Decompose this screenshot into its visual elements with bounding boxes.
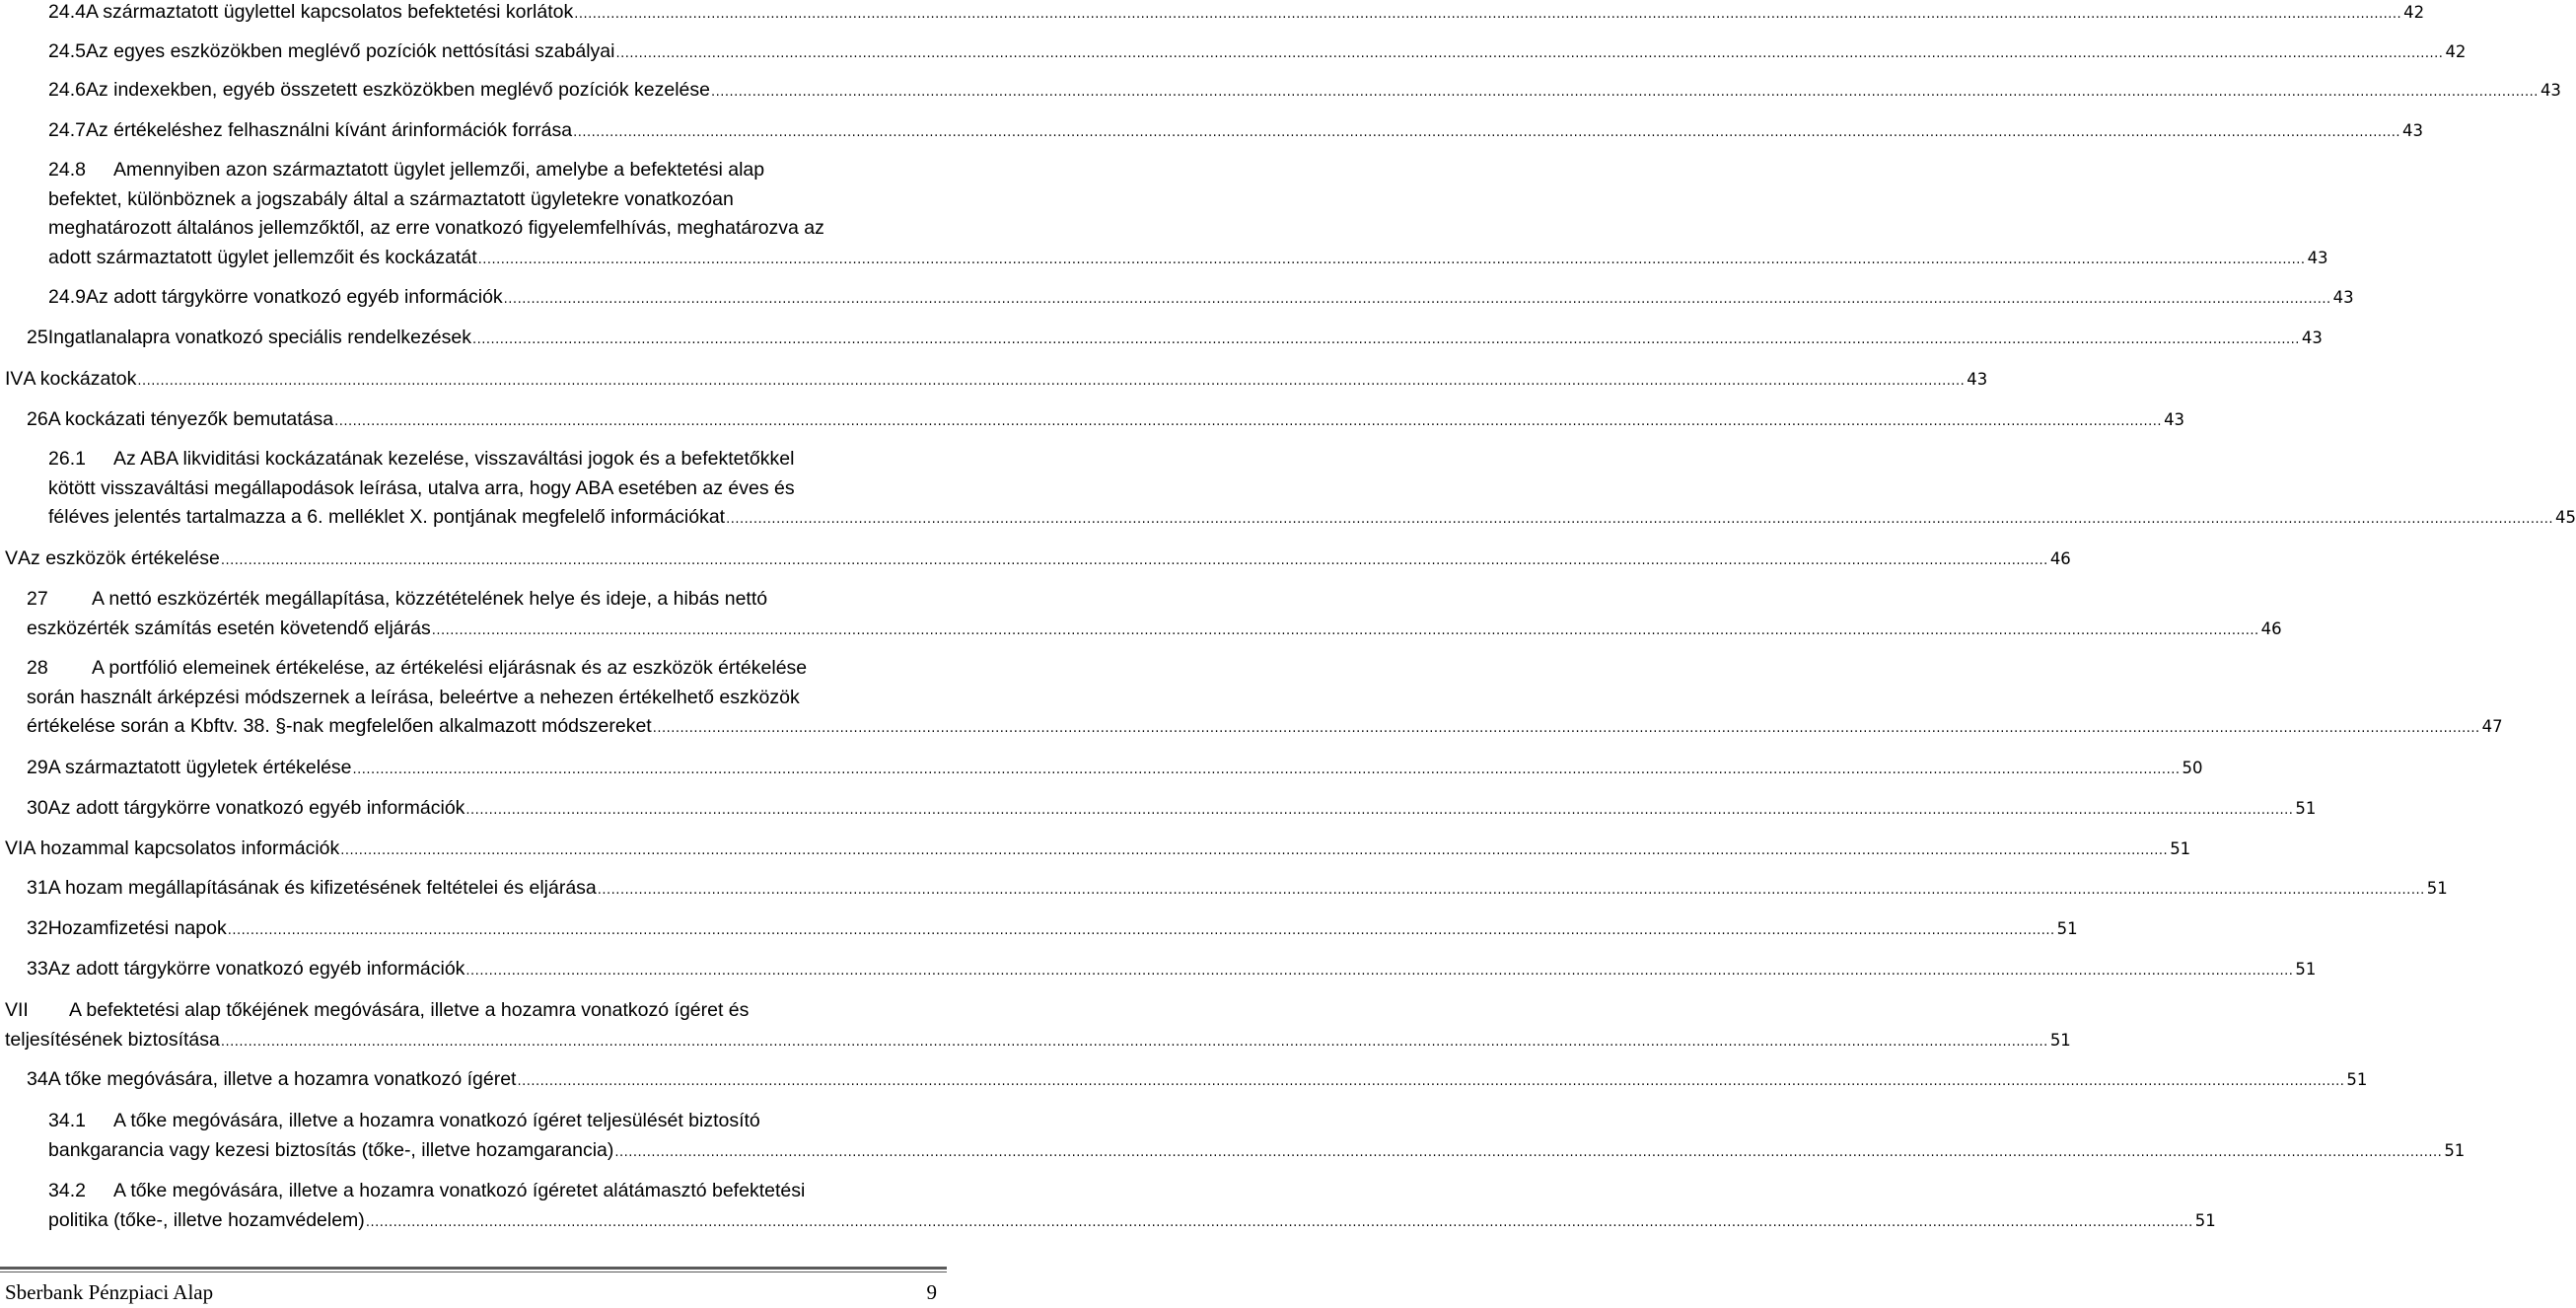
toc-entry[interactable]	[48, 156, 2328, 274]
toc-entry-page-number: 43	[1967, 370, 1988, 389]
toc-entry[interactable]	[27, 874, 2448, 906]
toc-entry-title: A befektetési alap tőkéjének megóvására, illetve a hozamra vonatkozó ígéret és	[69, 999, 750, 1021]
toc-entry-title: Az adott tárgykörre vonatkozó egyéb információk	[47, 958, 465, 980]
toc-entry-number: 24.5	[48, 40, 86, 62]
dot-leader: ................................................................................................................................................................................................................................................................................................................................................................................................................	[503, 292, 2331, 307]
toc-entry[interactable]	[5, 365, 1988, 397]
toc-entry-title: Hozamfizetési napok	[47, 917, 227, 939]
toc-entry-number: V	[5, 547, 19, 569]
toc-entry-title: A tőke megóvására, illetve a hozamra vonatkozó ígéretet alátámasztó befektetési	[113, 1180, 806, 1201]
dot-leader: ................................................................................................................................................................................................................................................................................................................................................................................................................	[597, 883, 2425, 898]
toc-entry-number: 24.6	[48, 79, 86, 101]
toc-entry-number: 24.9	[48, 286, 86, 308]
dot-leader: ................................................................................................................................................................................................................................................................................................................................................................................................................	[615, 46, 2444, 61]
dot-leader: ................................................................................................................................................................................................................................................................................................................................................................................................................	[227, 923, 2055, 938]
toc-entry-title: Az eszközök értékelése	[18, 547, 220, 569]
toc-entry-title: A nettó eszközérték megállapítása, közzétételének helye és ideje, a hibás nettó	[92, 588, 768, 610]
toc-entry-page-number: 51	[2049, 1030, 2071, 1050]
toc-entry[interactable]	[5, 835, 2191, 866]
toc-entry[interactable]	[48, 283, 2354, 315]
toc-entry-title: Az indexekben, egyéb összetett eszközökben meglévő pozíciók kezelése	[85, 79, 710, 101]
toc-entry[interactable]	[27, 1065, 2368, 1097]
dot-leader: ................................................................................................................................................................................................................................................................................................................................................................................................................	[220, 553, 2048, 568]
toc-entry-number: 26	[27, 408, 48, 430]
toc-entry-title: A kockázatok	[23, 368, 137, 390]
toc-entry-number: VI	[5, 837, 24, 859]
toc-entry-title: Az adott tárgykörre vonatkozó egyéb információk	[85, 286, 503, 308]
toc-entry-number: 27	[27, 588, 48, 610]
toc-entry-page-number: 51	[2170, 839, 2191, 858]
toc-entry-page-number: 43	[2301, 328, 2323, 347]
toc-entry-page-number: 43	[2402, 121, 2424, 140]
toc-entry-number: 34.1	[48, 1110, 86, 1131]
dot-leader: ................................................................................................................................................................................................................................................................................................................................................................................................................	[431, 622, 2259, 638]
toc-entry-title: Az ABA likviditási kockázatának kezelése, visszaváltási jogok és a befektetőkkel	[113, 448, 795, 470]
toc-entry-page-number: 46	[2049, 549, 2071, 568]
toc-entry[interactable]	[48, 37, 2467, 69]
toc-entry-number: IV	[5, 368, 24, 390]
toc-entry-title: teljesítésének biztosítása	[5, 1028, 220, 1051]
toc-entry-page-number: 51	[2295, 960, 2317, 979]
toc-entry[interactable]	[27, 794, 2317, 826]
toc-entry[interactable]	[5, 545, 2071, 576]
dot-leader: ................................................................................................................................................................................................................................................................................................................................................................................................................	[137, 374, 1966, 389]
toc-entry-title: A portfólió elemeinek értékelése, az értékelési eljárásnak és az eszközök értékelése	[92, 657, 808, 679]
toc-entry-page-number: 45	[2555, 508, 2576, 527]
toc-entry-title: Az értékeléshez felhasználni kívánt árinformációk forrása	[85, 119, 573, 141]
toc-entry-page-number: 51	[2426, 879, 2448, 898]
toc-entry-page-number: 43	[2332, 288, 2354, 307]
toc-entry-page-number: 51	[2444, 1140, 2466, 1160]
dot-leader: ................................................................................................................................................................................................................................................................................................................................................................................................................	[334, 414, 2163, 429]
footer-document-title: Sberbank Pénzpiaci Alap	[5, 1280, 214, 1304]
toc-entry[interactable]	[48, 445, 2576, 535]
dot-leader: ................................................................................................................................................................................................................................................................................................................................................................................................................	[477, 252, 2306, 267]
toc-entry[interactable]	[48, 76, 2561, 108]
toc-entry-title-line: kötött visszaváltási megállapodások leírása, utalva arra, hogy ABA esetében az éves és	[48, 476, 795, 499]
toc-entry-number: 24.4	[48, 1, 86, 23]
toc-entry-number: 24.7	[48, 119, 86, 141]
toc-entry-title: Ingatlanalapra vonatkozó speciális rendelkezések	[47, 327, 471, 348]
dot-leader: ................................................................................................................................................................................................................................................................................................................................................................................................................	[574, 7, 2402, 22]
toc-entry[interactable]	[48, 116, 2424, 148]
toc-entry-page-number: 51	[2056, 919, 2078, 938]
toc-entry-number: 34	[27, 1068, 48, 1090]
dot-leader: ................................................................................................................................................................................................................................................................................................................................................................................................................	[711, 85, 2539, 100]
footer-rule	[0, 1267, 947, 1270]
dot-leader: ................................................................................................................................................................................................................................................................................................................................................................................................................	[726, 512, 2554, 527]
dot-leader: ................................................................................................................................................................................................................................................................................................................................................................................................................	[471, 332, 2300, 347]
toc-entry-number: 29	[27, 757, 48, 778]
toc-entry-title-line: befektet, különböznek a jogszabály által a származtatott ügyletekre vonatkozóan	[48, 187, 734, 210]
toc-entry-number: 31	[27, 877, 48, 899]
toc-entry[interactable]	[48, 1177, 2216, 1237]
toc-entry[interactable]	[27, 324, 2323, 355]
toc-entry-number: VII	[5, 999, 29, 1021]
dot-leader: ................................................................................................................................................................................................................................................................................................................................................................................................................	[652, 721, 2480, 736]
toc-entry-page-number: 43	[2164, 410, 2185, 429]
toc-entry-page-number: 51	[2346, 1070, 2368, 1089]
dot-leader: ................................................................................................................................................................................................................................................................................................................................................................................................................	[573, 125, 2401, 140]
dot-leader: ................................................................................................................................................................................................................................................................................................................................................................................................................	[220, 1034, 2048, 1050]
toc-entry-title: Az adott tárgykörre vonatkozó egyéb információk	[47, 797, 465, 819]
toc-entry-title: A hozammal kapcsolatos információk	[23, 837, 340, 859]
toc-entry-number: 28	[27, 657, 48, 679]
toc-entry-page-number: 51	[2295, 799, 2317, 818]
toc-entry-title: féléves jelentés tartalmazza a 6. melléklet X. pontjának megfelelő információkat	[48, 506, 726, 528]
dot-leader: ................................................................................................................................................................................................................................................................................................................................................................................................................	[614, 1144, 2443, 1160]
toc-entry-title: eszközérték számítás esetén követendő eljárás	[27, 617, 431, 639]
toc-entry-number: 33	[27, 958, 48, 980]
toc-entry-title-line: meghatározott általános jellemzőktől, az erre vonatkozó figyelemfelhívás, meghatározva az	[48, 217, 824, 239]
toc-entry-title: bankgarancia vagy kezesi biztosítás (tőke-, illetve hozamgarancia)	[48, 1138, 614, 1161]
toc-entry[interactable]	[27, 754, 2203, 785]
dot-leader: ................................................................................................................................................................................................................................................................................................................................................................................................................	[465, 964, 2294, 979]
toc-entry-page-number: 46	[2260, 618, 2282, 638]
toc-entry-number: 32	[27, 917, 48, 939]
toc-entry-title: A származtatott ügyletek értékelése	[47, 757, 352, 778]
toc-entry-number: 24.8	[48, 159, 86, 181]
dot-leader: ................................................................................................................................................................................................................................................................................................................................................................................................................	[465, 803, 2294, 818]
toc-entry-number: 34.2	[48, 1180, 86, 1201]
toc-entry-title: adott származtatott ügylet jellemzőit és kockázatát	[48, 246, 477, 268]
toc-entry-title-line: során használt árképzési módszernek a leírása, beleértve a nehezen értékelhető eszközök	[27, 686, 800, 708]
dot-leader: ................................................................................................................................................................................................................................................................................................................................................................................................................	[517, 1074, 2345, 1089]
toc-entry[interactable]	[27, 654, 2503, 744]
toc-entry-title: politika (tőke-, illetve hozamvédelem)	[48, 1208, 365, 1231]
toc-entry-page-number: 51	[2194, 1210, 2216, 1230]
toc-entry-page-number: 50	[2182, 759, 2203, 777]
toc-entry-title: A hozam megállapításának és kifizetésének feltételei és eljárása	[47, 877, 597, 899]
toc-entry-title: A kockázati tényezők bemutatása	[47, 408, 334, 430]
toc-entry-number: 30	[27, 797, 48, 819]
toc-entry[interactable]	[27, 955, 2317, 986]
toc-entry-title: Amennyiben azon származtatott ügylet jellemzői, amelybe a befektetési alap	[113, 159, 765, 181]
toc-entry-title: A tőke megóvására, illetve a hozamra vonatkozó ígéret	[47, 1068, 517, 1090]
toc-entry-page-number: 47	[2481, 717, 2503, 736]
dot-leader: ................................................................................................................................................................................................................................................................................................................................................................................................................	[352, 763, 2181, 777]
toc-entry-page-number: 43	[2540, 81, 2561, 100]
toc-entry[interactable]	[48, 1107, 2466, 1167]
toc-entry[interactable]	[27, 914, 2078, 946]
toc-entry[interactable]	[48, 0, 2425, 30]
page-footer	[5, 1280, 937, 1305]
toc-entry-title: értékelése során a Kbftv. 38. §-nak megfelelően alkalmazott módszereket	[27, 715, 652, 737]
toc-entry[interactable]	[5, 996, 2071, 1056]
dot-leader: ................................................................................................................................................................................................................................................................................................................................................................................................................	[340, 843, 2169, 858]
toc-entry-title: A tőke megóvására, illetve a hozamra vonatkozó ígéret teljesülését biztosító	[113, 1110, 760, 1131]
footer-page-number: 9	[926, 1280, 937, 1304]
dot-leader: ................................................................................................................................................................................................................................................................................................................................................................................................................	[365, 1214, 2193, 1230]
toc-entry-page-number: 43	[2307, 248, 2328, 267]
toc-entry-title: A származtatott ügylettel kapcsolatos befektetési korlátok	[85, 1, 574, 23]
toc-entry-title: Az egyes eszközökben meglévő pozíciók nettósítási szabályai	[85, 40, 615, 62]
toc-entry-page-number: 42	[2445, 42, 2467, 61]
toc-entry-page-number: 42	[2403, 3, 2425, 22]
toc-entry-number: 25	[27, 327, 48, 348]
toc-entry[interactable]	[27, 405, 2185, 437]
toc-entry-number: 26.1	[48, 448, 86, 470]
toc-entry[interactable]	[27, 585, 2282, 645]
